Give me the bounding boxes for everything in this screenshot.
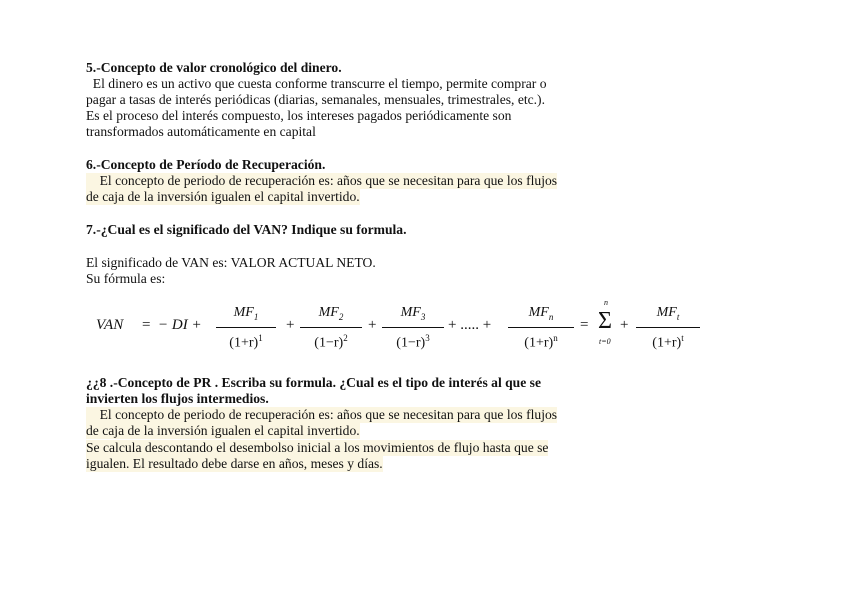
term-1-exp: 1	[258, 332, 263, 343]
formula-term-n	[508, 304, 574, 351]
formula-plus-2: +	[368, 317, 377, 333]
formula-dots: + ..... +	[448, 317, 492, 333]
term-t-numerator: MF	[656, 305, 677, 320]
van-formula	[96, 300, 716, 356]
term-t-denominator: (1+r)	[652, 335, 682, 351]
section-5-line-3: Es el proceso del interés compuesto, los intereses pagados periódicamente son	[86, 108, 512, 123]
formula-minus-di: − DI +	[158, 317, 202, 333]
term-n-exp: n	[553, 332, 558, 343]
formula-equals: =	[142, 317, 151, 333]
term-1-denominator: (1+r)	[229, 335, 259, 351]
term-2-sub: 2	[338, 311, 344, 322]
term-2-denominator: (1−r)	[314, 335, 344, 351]
term-3-sub: 3	[420, 311, 426, 322]
term-n-numerator: MF	[528, 305, 549, 320]
section-7-line-2: Su fórmula es:	[86, 271, 166, 286]
term-1-sub: 1	[253, 311, 259, 322]
section-8-heading-line-2: invierten los flujos intermedios.	[86, 391, 269, 406]
section-8-heading-line-1: ¿¿8 .-Concepto de PR . Escriba su formula. ¿Cual es el tipo de interés al que se	[86, 375, 541, 390]
term-2-exp: 2	[343, 332, 348, 343]
section-5-line-1: El dinero es un activo que cuesta conforme transcurre el tiempo, permite comprar o	[86, 76, 547, 91]
section-5-heading: 5.-Concepto de valor cronológico del dinero.	[86, 60, 342, 75]
section-8-line-3: Se calcula descontando el desembolso inicial a los movimientos de flujo hasta que se	[86, 440, 549, 455]
term-2-numerator: MF	[318, 305, 339, 320]
term-t-sub: t	[676, 311, 680, 322]
section-8-line-4: igualen. El resultado debe darse en años, meses y días.	[86, 456, 383, 471]
section-8-line-2: de caja de la inversión igualen el capital invertido.	[86, 423, 360, 438]
term-t-exp: t	[681, 332, 684, 343]
formula-equals-2: =	[580, 317, 589, 333]
term-n-sub: n	[548, 311, 554, 322]
term-3-exp: 3	[425, 332, 430, 343]
term-1-numerator: MF	[233, 305, 254, 320]
section-6-line-1: El concepto de periodo de recuperación es: años que se necesitan para que los flujos	[86, 173, 558, 188]
formula-term-2	[300, 304, 362, 351]
section-8-line-1: El concepto de periodo de recuperación es: años que se necesitan para que los flujos	[86, 407, 558, 422]
term-n-denominator: (1+r)	[524, 335, 554, 351]
sigma-icon: Σ	[598, 308, 612, 334]
section-6-line-2: de caja de la inversión igualen el capital invertido.	[86, 189, 360, 204]
section-7-line-1: El significado de VAN es: VALOR ACTUAL NETO.	[86, 255, 376, 270]
section-5-line-4: transformados automáticamente en capital	[86, 124, 316, 139]
formula-term-3	[382, 304, 444, 351]
section-6-heading: 6.-Concepto de Período de Recuperación.	[86, 157, 326, 172]
formula-term-t	[636, 304, 700, 351]
term-3-numerator: MF	[400, 305, 421, 320]
section-7-heading: 7.-¿Cual es el significado del VAN? Indique su formula.	[86, 222, 407, 237]
formula-plus-3: +	[620, 317, 629, 333]
formula-van-label: VAN	[96, 317, 124, 333]
formula-plus-1: +	[286, 317, 295, 333]
formula-term-1	[216, 304, 276, 351]
sum-lower-limit: t=0	[599, 337, 611, 346]
sum-upper-limit: n	[604, 298, 608, 307]
section-5-line-2: pagar a tasas de interés periódicas (diarias, semanales, mensuales, trimestrales, etc.).	[86, 92, 545, 107]
term-3-denominator: (1−r)	[396, 335, 426, 351]
